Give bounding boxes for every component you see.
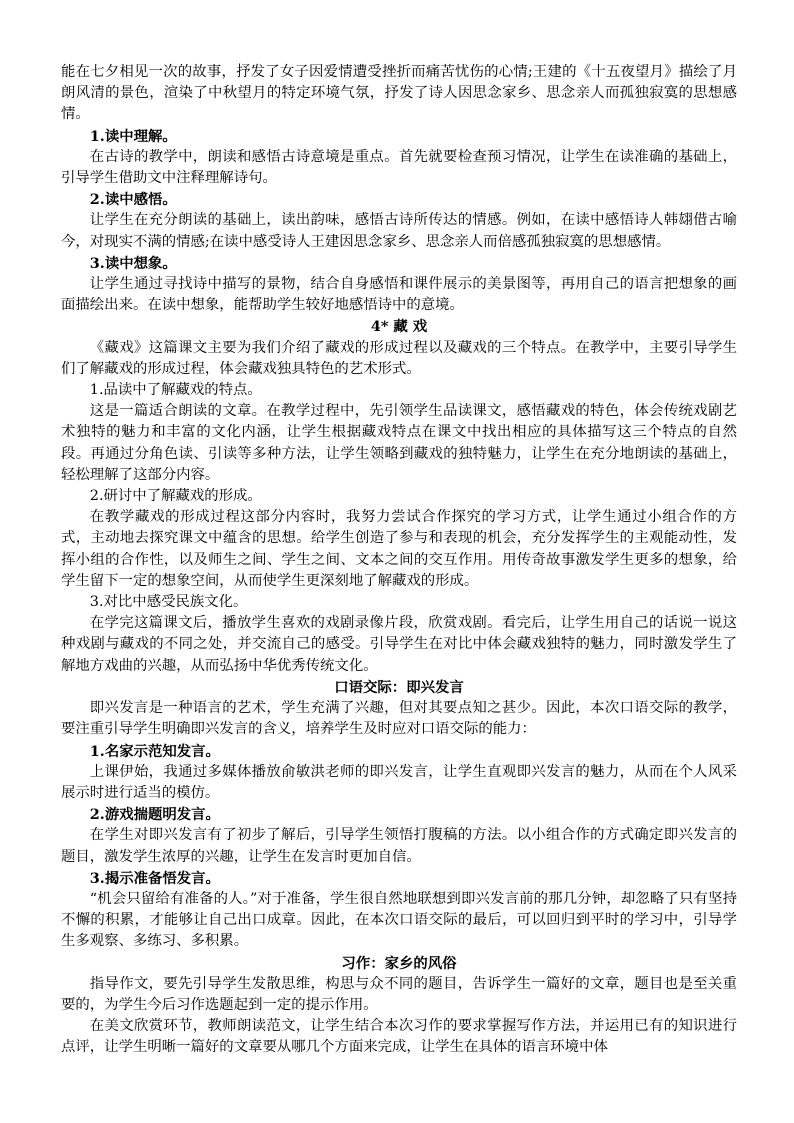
- section-heading: 2.游戏揣题明发言。: [89, 806, 220, 824]
- paragraph: 让学生通过寻找诗中描写的景物，结合自身感悟和课件展示的美景图等，再用自己的语言把想象的画面描绘出来。在读中想象，能帮助学生较好地感悟诗中的意境。: [61, 276, 737, 314]
- paragraph: “机会只留给有准备的人。”对于准备，学生很自然地联想到即兴发言前的那几分钟，却忽略了只有坚持不懈的积累，才能够让自己出口成章。因此，在本次口语交际的最后，可以回归到平时的学习中，引导学生多观察、多练习、多积累。: [61, 890, 737, 950]
- lesson-title: 习作：家乡的风俗: [341, 954, 457, 972]
- lesson-title: 口语交际：即兴发言: [334, 678, 464, 696]
- paragraph: 在美文欣赏环节，教师朗读范文，让学生结合本次习作的要求掌握写作方法，并运用已有的知识进行点评，让学生明晰一篇好的文章要从哪几个方面来完成，让学生在具体的语言环境中体: [61, 1018, 737, 1056]
- section-heading: 2.读中感悟。: [89, 191, 177, 209]
- paragraph: 能在七夕相见一次的故事，抒发了女子因爱情遭受挫折而痛苦忧伤的心情;王建的《十五夜望月》描绘了月朗风清的景色，渲染了中秋望月的特定环境气氛，抒发了诗人因思念家乡、思念亲人而孤独寂寞的思想感情。: [61, 64, 737, 123]
- section-heading: 2.研讨中了解藏戏的形成。: [89, 488, 262, 505]
- section-heading: 3.揭示准备悟发言。: [89, 869, 220, 887]
- paragraph: 《藏戏》这篇课文主要为我们介绍了藏戏的形成过程以及藏戏的三个特点。在教学中，主要引导学生们了解藏戏的形成过程，体会藏戏独具特色的艺术形式。: [61, 339, 737, 377]
- paragraph: 在教学藏戏的形成过程这部分内容时，我努力尝试合作探究的学习方式，让学生通过小组合作的方式，主动地去探究课文中蕴含的思想。给学生创造了参与和表现的机会，充分发挥学生的主观能动性，发挥小组的合作性，以及师生之间、学生之间、文本之间的交互作用。用传奇故事激发学生更多的想象，给学生留下一定的想象空间，从而使学生更深刻地了解藏戏的形成。: [61, 509, 737, 589]
- section-heading: 1.读中理解。: [89, 127, 177, 145]
- paragraph: 在学生对即兴发言有了初步了解后，引导学生领悟打腹稿的方法。以小组合作的方式确定即兴发言的题目，激发学生浓厚的兴趣，让学生在发言时更加自信。: [61, 827, 737, 865]
- paragraph: 即兴发言是一种语言的艺术，学生充满了兴趣，但对其要点知之甚少。因此，本次口语交际的教学，要注重引导学生明确即兴发言的含义，培养学生及时应对口语交际的能力：: [61, 700, 737, 738]
- paragraph: 让学生在充分朗读的基础上，读出韵味，感悟古诗所传达的情感。例如，在读中感悟诗人韩翃借古喻今，对现实不满的情感;在读中感受诗人王建因思念家乡、思念亲人而倍感孤独寂寞的思想感情。: [61, 212, 737, 250]
- section-heading: 1.品读中了解藏戏的特点。: [89, 382, 262, 399]
- paragraph: 指导作文，要先引导学生发散思维，构思与众不同的题目，告诉学生一篇好的文章，题目也是至关重要的，为学生今后习作选题起到一定的提示作用。: [61, 975, 737, 1013]
- section-heading: 3.读中想象。: [89, 254, 177, 272]
- section-heading: 3.对比中感受民族文化。: [89, 594, 248, 611]
- paragraph: 在古诗的教学中，朗读和感悟古诗意境是重点。首先就要检查预习情况，让学生在读准确的基础上，引导学生借助文中注释理解诗句。: [61, 148, 737, 187]
- paragraph: 上课伊始，我通过多媒体播放俞敏洪老师的即兴发言，让学生直观即兴发言的魅力，从而在个人风采展示时进行适当的模仿。: [61, 763, 737, 801]
- paragraph: 这是一篇适合朗读的文章。在教学过程中，先引领学生品读课文，感悟藏戏的特色，体会传统戏剧艺术独特的魅力和丰富的文化内涵，让学生根据藏戏特点在课文中找出相应的具体描写这三个特点的自然段。再通过分角色读、引读等多种方法，让学生领略到藏戏的独特魅力，让学生在充分地朗读的基础上，轻松理解了这部分内容。: [61, 403, 737, 483]
- lesson-title: 4* 藏 戏: [370, 318, 428, 336]
- paragraph: 在学完这篇课文后，播放学生喜欢的戏剧录像片段，欣赏戏剧。看完后，让学生用自己的话说一说这种戏剧与藏戏的不同之处，并交流自己的感受。引导学生在对比中体会藏戏独特的魅力，同时激发学生了解地方戏曲的兴趣，从而弘扬中华优秀传统文化。: [61, 615, 737, 674]
- section-heading: 1.名家示范知发言。: [89, 742, 220, 760]
- document-page: [61, 62, 737, 1059]
